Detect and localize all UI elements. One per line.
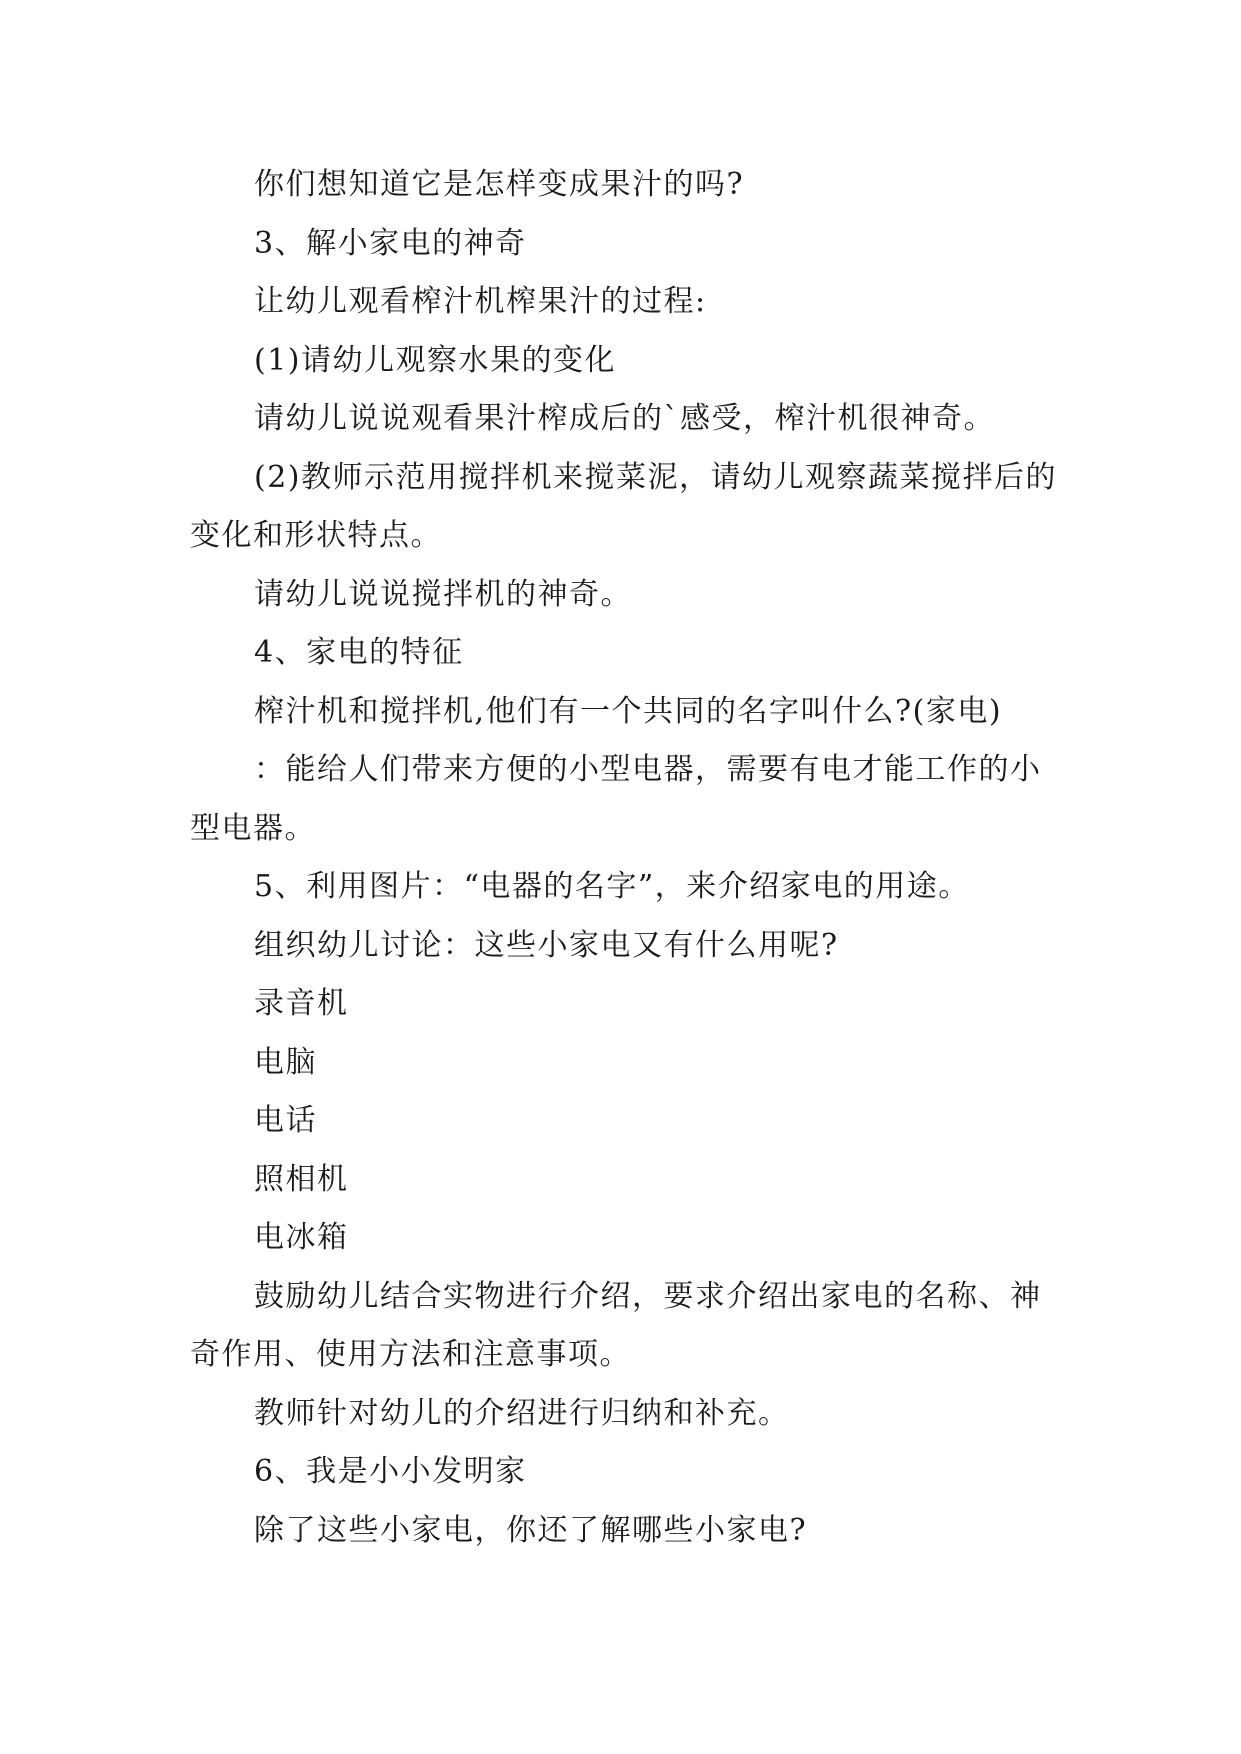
document-body [190, 156, 1070, 1560]
paragraph-4: (1)请幼儿观察水果的变化 [254, 342, 616, 378]
list-item-computer: 电脑 [254, 1044, 317, 1080]
section-heading-4: 4、家电的特征 [254, 635, 464, 670]
paragraph-6: (2)教师示范用搅拌机来搅菜泥，请幼儿观察蔬菜搅拌后的变化和形状特点。 [190, 459, 1057, 553]
paragraph-1: 你们想知道它是怎样变成果汁的吗? [254, 167, 745, 202]
paragraph-21: 除了这些小家电，你还了解哪些小家电? [254, 1512, 808, 1548]
paragraph-7: 请幼儿说说搅拌机的神奇。 [254, 576, 632, 612]
paragraph-12: 组织幼儿讨论：这些小家电又有什么用呢? [254, 927, 839, 963]
paragraph-18: 鼓励幼儿结合实物进行介绍，要求介绍出家电的名称、神奇作用、使用方法和注意事项。 [190, 1278, 1042, 1372]
section-heading-5: 5、利用图片：“电器的名字”，来介绍家电的用途。 [254, 869, 970, 904]
paragraph-10: ：能给人们带来方便的小型电器，需要有电才能工作的小型电器。 [190, 752, 1042, 846]
paragraph-19: 教师针对幼儿的介绍进行归纳和补充。 [254, 1395, 790, 1431]
paragraph-3: 让幼儿观看榨汁机榨果汁的过程: [254, 284, 707, 319]
paragraph-9: 榨汁机和搅拌机,他们有一个共同的名字叫什么?(家电) [254, 693, 1003, 729]
section-heading-3: 3、解小家电的神奇 [254, 225, 527, 261]
paragraph-5: 请幼儿说说观看果汁榨成后的`感受，榨汁机很神奇。 [254, 401, 995, 436]
section-heading-6: 6、我是小小发明家 [254, 1454, 527, 1489]
list-item-camera: 照相机 [254, 1161, 349, 1197]
list-item-telephone: 电话 [254, 1103, 317, 1138]
list-item-recorder: 录音机 [254, 986, 349, 1021]
list-item-refrigerator: 电冰箱 [254, 1220, 349, 1255]
